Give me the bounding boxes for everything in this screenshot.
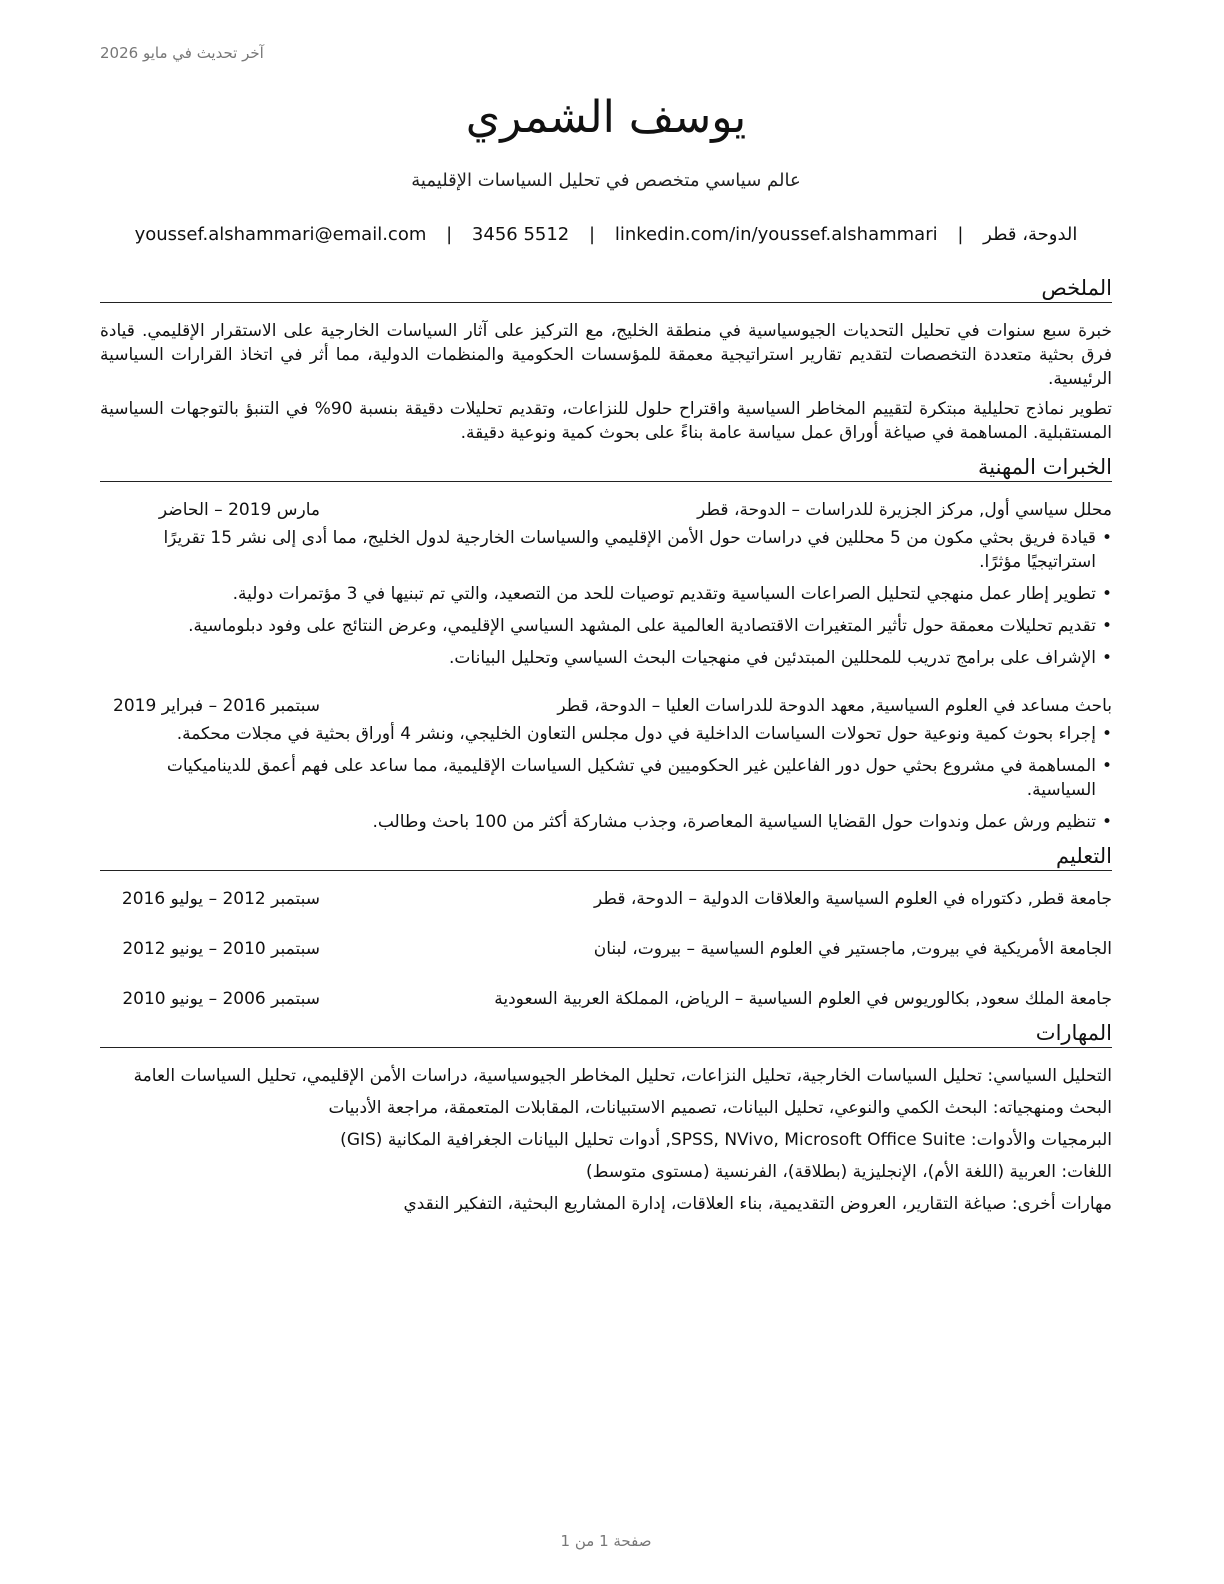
last-updated: آخر تحديث في مايو 2026: [100, 44, 264, 62]
job-bullet: • المساهمة في مشروع بحثي حول دور الفاعلين غير الحكوميين في تشكيل السياسات الإقليمية، مما ساعد على فهم أعمق للديناميكيات السياسية.: [100, 754, 1112, 802]
person-name: يوسف الشمري: [465, 92, 747, 143]
job-header: [100, 694, 1112, 718]
contact-line: [100, 224, 1112, 245]
education-entry: [100, 937, 1112, 961]
resume-page: [100, 0, 1112, 1584]
job-bullet: • تقديم تحليلات معمقة حول تأثير المتغيرات الاقتصادية العالمية على المشهد السياسي الإقليمي، وعرض النتائج على وفود دبلوماسية.: [100, 614, 1112, 638]
contact-linkedin[interactable]: linkedin.com/in/youssef.alshammari: [614, 224, 938, 245]
job-bullet: • تطوير إطار عمل منهجي لتحليل الصراعات السياسية وتقديم توصيات للحد من التصعيد، والتي تم تبنيها في 3 مؤتمرات دولية.: [100, 582, 1112, 606]
education-heading: جامعة قطر, دكتوراه في العلوم السياسية والعلاقات الدولية – الدوحة، قطر: [594, 889, 1112, 909]
job-entry: [100, 694, 1112, 834]
education-entry: [100, 887, 1112, 911]
page-number: صفحة 1 من 1: [560, 1532, 652, 1550]
skill-line: البحث ومنهجياته: البحث الكمي والنوعي، تحليل البيانات، تصميم الاستبيانات، المقابلات المتعمقة، مراجعة الأدبيات: [328, 1098, 1112, 1118]
job-heading: محلل سياسي أول, مركز الجزيرة للدراسات – الدوحة، قطر: [697, 500, 1112, 520]
education-section: [100, 844, 1112, 1011]
skill-line: اللغات: العربية (اللغة الأم)، الإنجليزية (بطلاقة)، الفرنسية (مستوى متوسط): [586, 1162, 1112, 1182]
resume-content: [100, 276, 1112, 1216]
summary-paragraph: خبرة سبع سنوات في تحليل التحديات الجيوسياسية في منطقة الخليج، مع التركيز على آثار السياسات الخارجية على الاستقرار الإقليمي. قيادة فرق بحثية متعددة التخصصات لتقديم تقارير استراتيجية معمقة للمؤسسات الحكومية والمنظمات الدولية، مما أثر في اتخاذ القرارات السياسية الرئيسية.: [100, 321, 1112, 389]
job-bullets: [100, 526, 1112, 670]
education-title: التعليم: [100, 844, 1112, 871]
contact-phone[interactable]: 3456 5512: [471, 224, 570, 245]
job-bullet: • قيادة فريق بحثي مكون من 5 محللين في دراسات حول الأمن الإقليمي والسياسات الخارجية لدول الخليج، مما أدى إلى نشر 15 تقريرًا استراتيجيًا مؤثرًا.: [100, 526, 1112, 574]
summary-title: الملخص: [100, 276, 1112, 303]
education-heading: الجامعة الأمريكية في بيروت, ماجستير في العلوم السياسية – بيروت، لبنان: [593, 939, 1112, 959]
job-bullet: • تنظيم ورش عمل وندوات حول القضايا السياسية المعاصرة، وجذب مشاركة أكثر من 100 باحث وطالب.: [100, 810, 1112, 834]
education-date: سبتمبر 2012 – يوليو 2016: [121, 889, 320, 909]
job-heading: باحث مساعد في العلوم السياسية, معهد الدوحة للدراسات العليا – الدوحة، قطر: [557, 696, 1112, 716]
contact-separator: |: [589, 224, 596, 245]
education-date: سبتمبر 2006 – يونيو 2010: [122, 989, 320, 1009]
contact-location: الدوحة، قطر: [983, 224, 1078, 245]
job-bullet: • إجراء بحوث كمية ونوعية حول تحولات السياسات الداخلية في دول مجلس التعاون الخليجي، ونشر 4 أوراق بحثية في مجلات محكمة.: [100, 722, 1112, 746]
education-date: سبتمبر 2010 – يونيو 2012: [122, 939, 320, 959]
summary-paragraph: تطوير نماذج تحليلية مبتكرة لتقييم المخاطر السياسية واقتراح حلول للنزاعات، وتقديم تحليلات دقيقة بنسبة 90% في التنبؤ بالتوجهات السياسية المستقبلية. المساهمة في صياغة أوراق عمل سياسة عامة بناءً على بحوث كمية ونوعية دقيقة.: [100, 399, 1112, 443]
experience-section: [100, 455, 1112, 834]
education-heading: جامعة الملك سعود, بكالوريوس في العلوم السياسية – الرياض، المملكة العربية السعودية: [494, 989, 1112, 1009]
education-entry: [100, 987, 1112, 1011]
experience-title: الخبرات المهنية: [100, 455, 1112, 482]
skills-section: [100, 1021, 1112, 1216]
skill-line: التحليل السياسي: تحليل السياسات الخارجية، تحليل النزاعات، تحليل المخاطر الجيوسياسية، دراسات الأمن الإقليمي، تحليل السياسات العامة: [133, 1066, 1112, 1086]
skill-line: البرمجيات والأدوات: SPSS, NVivo, Microsoft Office Suite, أدوات تحليل البيانات الجغرافية المكانية (GIS): [340, 1130, 1112, 1150]
job-date: سبتمبر 2016 – فبراير 2019: [113, 696, 320, 716]
job-subtitle: عالم سياسي متخصص في تحليل السياسات الإقليمية: [411, 170, 801, 191]
skills-title: المهارات: [100, 1021, 1112, 1048]
job-header: [100, 498, 1112, 522]
skill-line: مهارات أخرى: صياغة التقارير، العروض التقديمية، بناء العلاقات، إدارة المشاريع البحثية، التفكير النقدي: [403, 1194, 1112, 1214]
job-date: مارس 2019 – الحاضر: [158, 500, 320, 520]
contact-separator: |: [446, 224, 453, 245]
job-bullet: • الإشراف على برامج تدريب للمحللين المبتدئين في منهجيات البحث السياسي وتحليل البيانات.: [100, 646, 1112, 670]
summary-section: [100, 276, 1112, 445]
contact-separator: |: [957, 224, 964, 245]
contact-email[interactable]: youssef.alshammari@email.com: [134, 224, 427, 245]
job-bullets: [100, 722, 1112, 834]
job-entry: [100, 498, 1112, 670]
